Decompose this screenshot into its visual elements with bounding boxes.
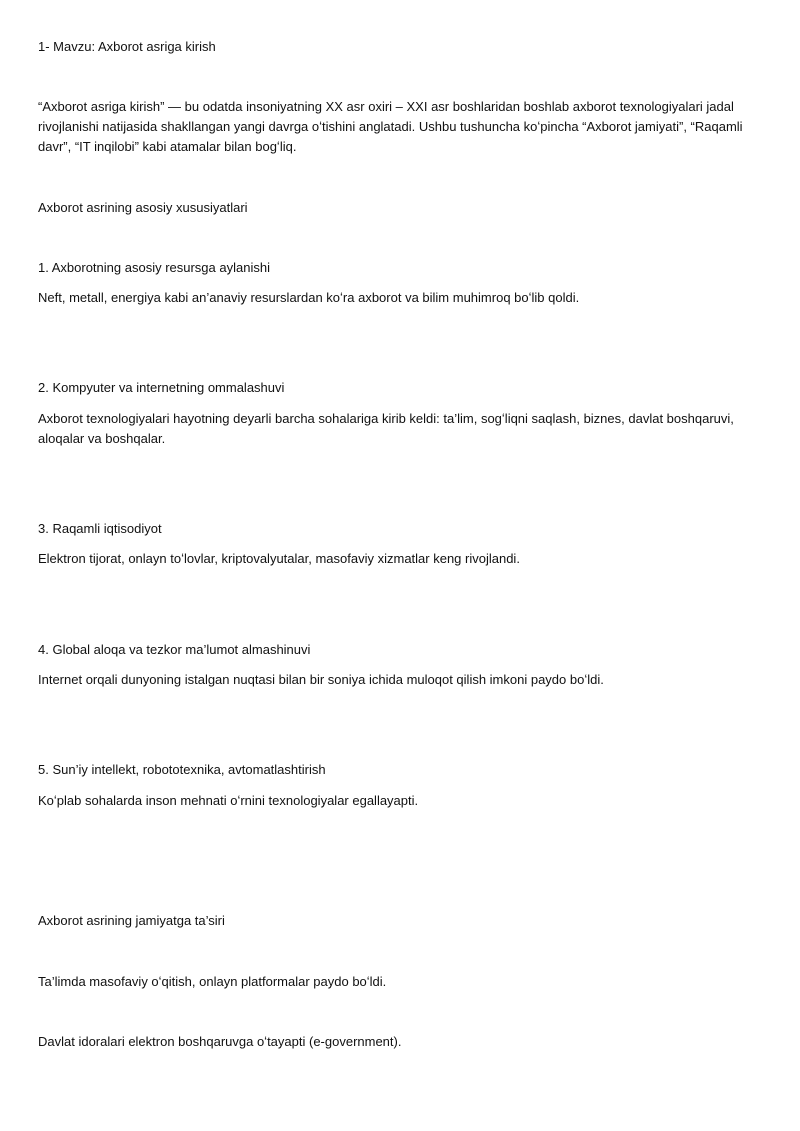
feature-heading-1: 1. Axborotning asosiy resursga aylanishi [38, 260, 270, 275]
feature-text-5: Koʻplab sohalarda inson mehnati oʻrnini texnologiyalar egallayapti. [38, 793, 419, 808]
features-heading: Axborot asrining asosiy xususiyatlari [38, 200, 248, 215]
feature-heading-5: 5. Sun’iy intellekt, robototexnika, avtomatlashtirish [38, 762, 326, 777]
feature-text-1: Neft, metall, energiya kabi an’anaviy resurslardan koʻra axborot va bilim muhimroq boʻlib qoldi. [38, 290, 580, 305]
impact-item-2: Davlat idoralari elektron boshqaruvga oʻtayapti (e-government). [38, 1034, 402, 1049]
feature-heading-4: 4. Global aloqa va tezkor ma’lumot almashinuvi [38, 642, 311, 657]
intro-paragraph: “Axborot asriga kirish” — bu odatda insoniyatning XX asr oxiri – XXI asr boshlaridan boshlab axborot texnologiyalari jadal rivojlanishi natijasida shakllangan yangi davrga oʻtishini anglatadi. Ushbu tushuncha koʻpincha “Axborot jamiyati”, “Raqamli davr”, “IT inqilobi” kabi atamalar bilan bogʻliq. [38, 99, 743, 154]
feature-heading-3: 3. Raqamli iqtisodiyot [38, 521, 162, 536]
impact-heading: Axborot asrining jamiyatga ta’siri [38, 913, 225, 928]
feature-heading-2: 2. Kompyuter va internetning ommalashuvi [38, 380, 285, 395]
impact-item-1: Ta’limda masofaviy oʻqitish, onlayn platformalar paydo boʻldi. [38, 974, 387, 989]
feature-text-4: Internet orqali dunyoning istalgan nuqtasi bilan bir soniya ichida muloqot qilish imkoni paydo boʻldi. [38, 672, 604, 687]
feature-text-3: Elektron tijorat, onlayn toʻlovlar, kriptovalyutalar, masofaviy xizmatlar keng rivojlandi. [38, 551, 520, 566]
document-title: 1- Mavzu: Axborot asriga kirish [38, 39, 216, 54]
feature-text-2: Axborot texnologiyalari hayotning deyarli barcha sohalariga kirib keldi: ta’lim, sogʻliqni saqlash, biznes, davlat boshqaruvi, aloqalar va boshqalar. [38, 411, 734, 446]
